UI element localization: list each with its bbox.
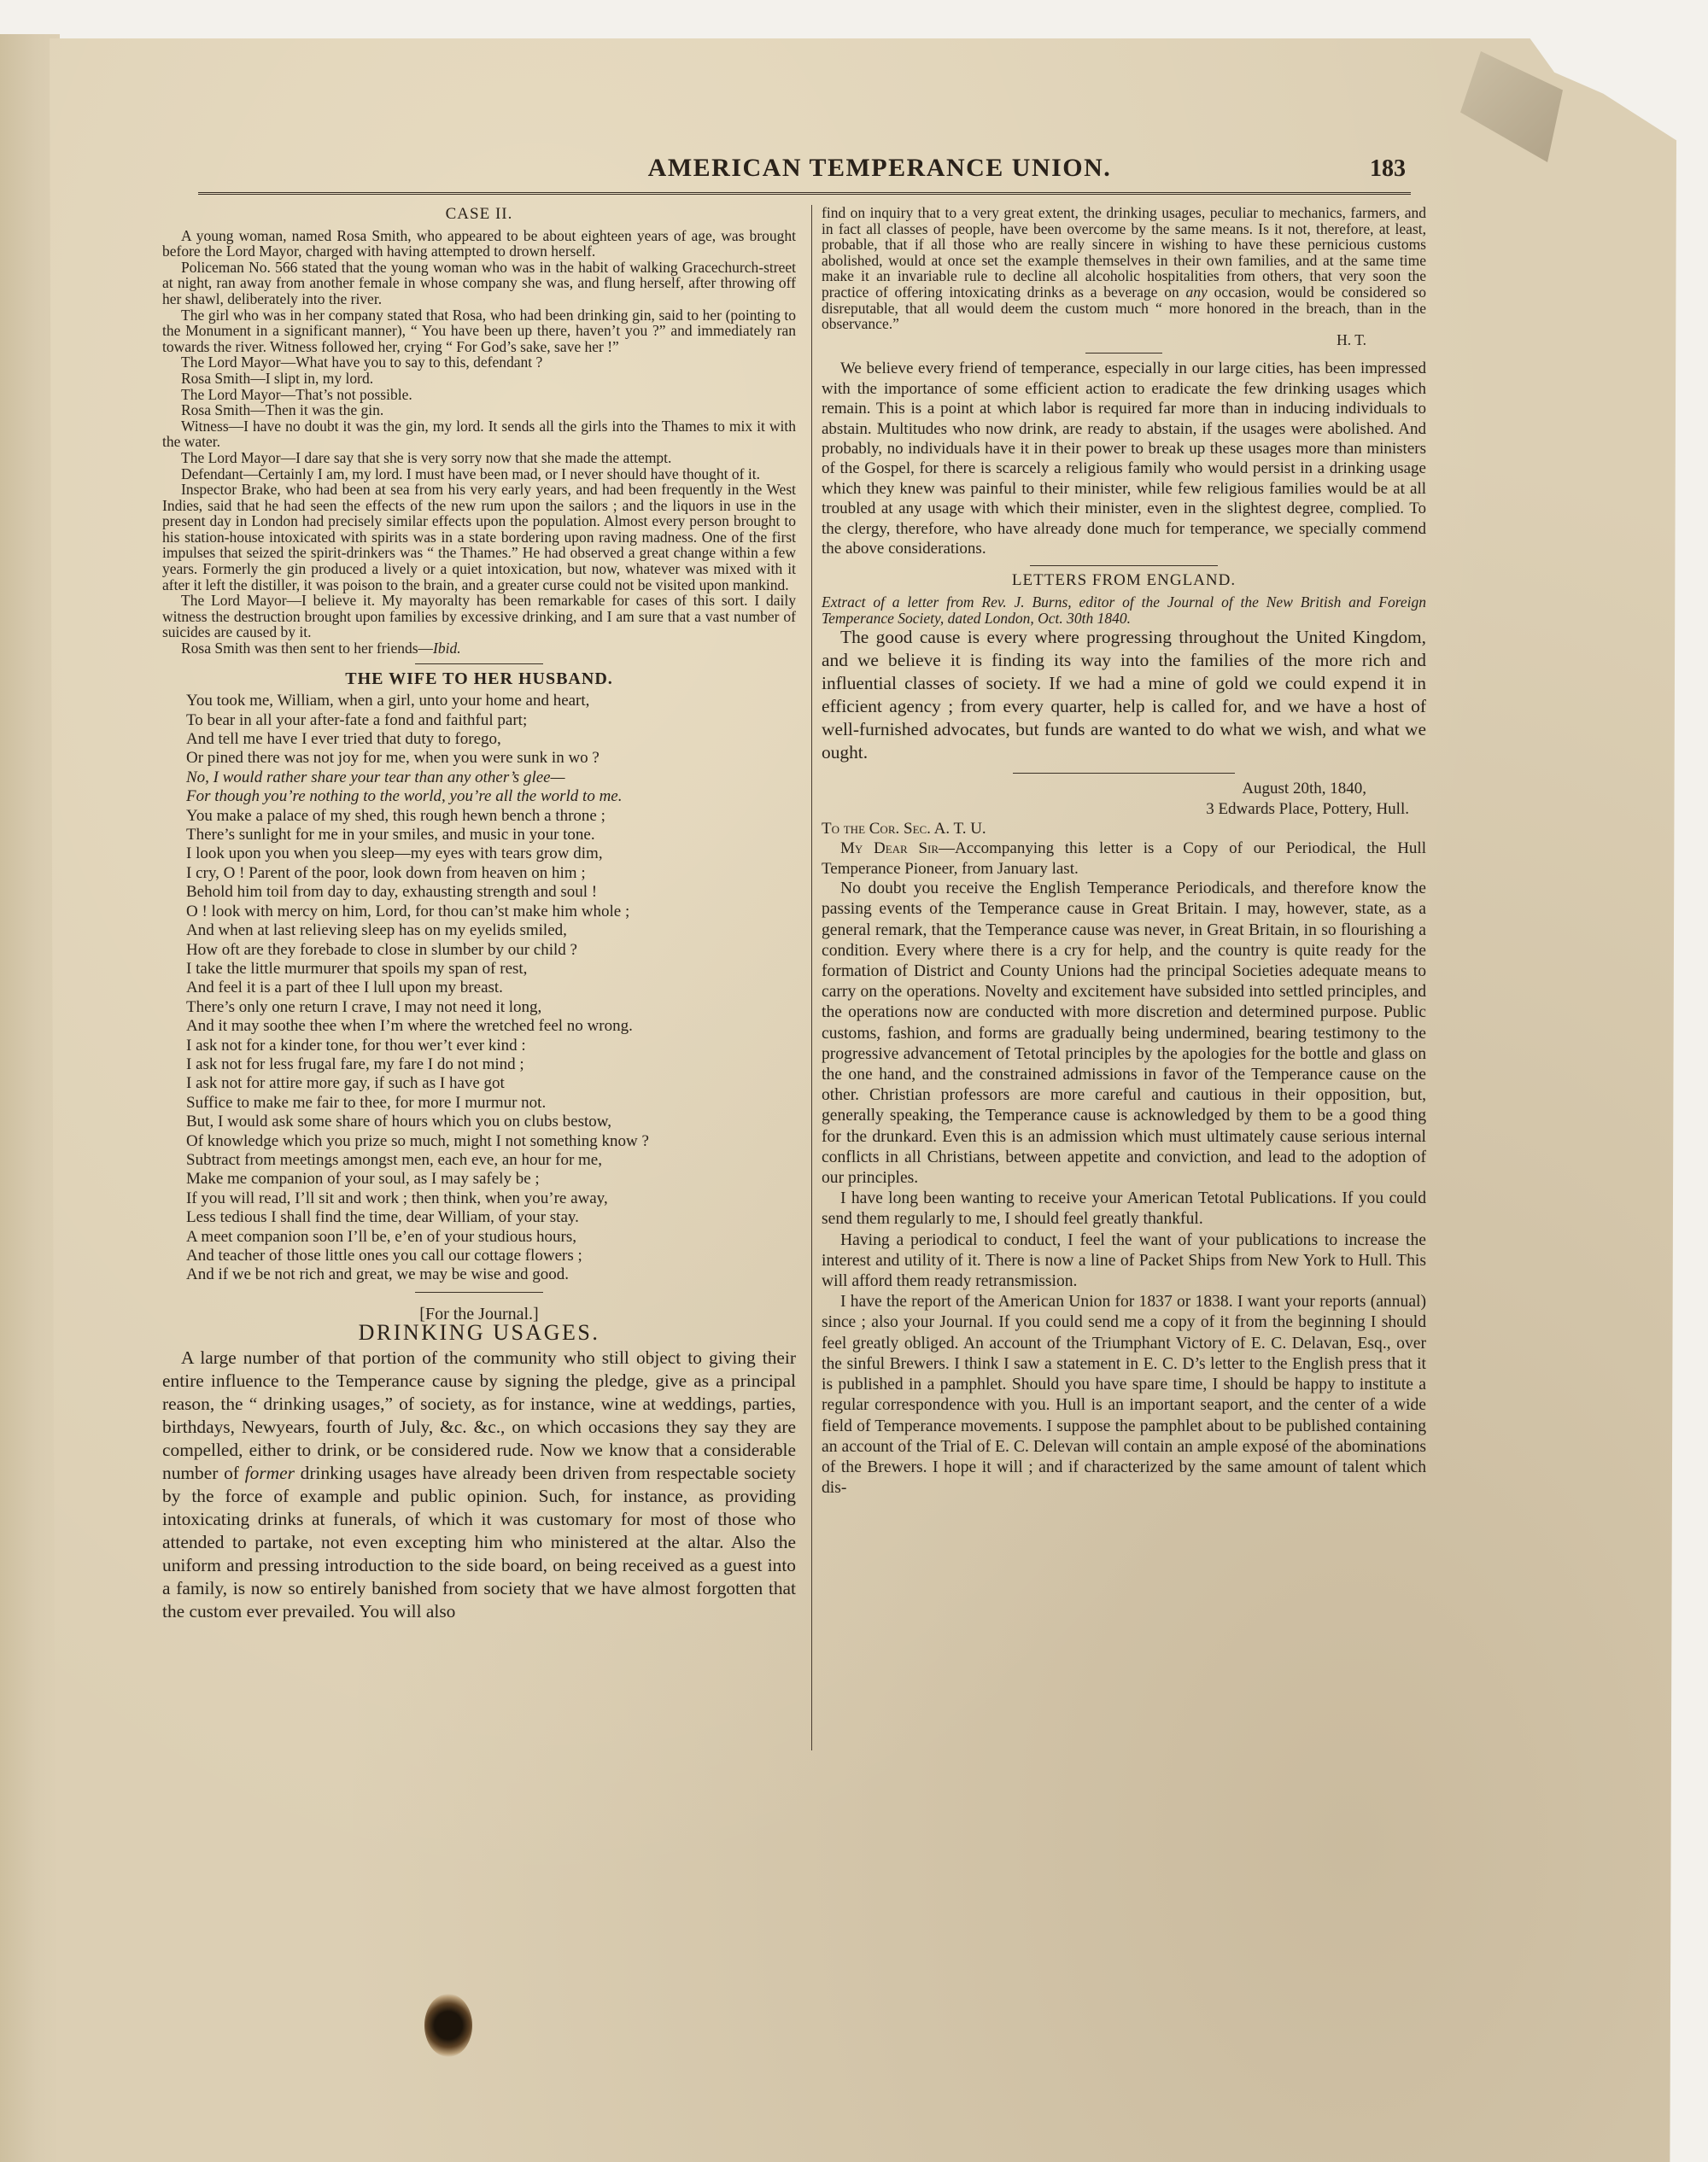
case-paragraph: Rosa Smith—Then it was the gin. <box>181 401 384 419</box>
poem-line: Behold him toil from day to day, exhausting strength and soul ! <box>186 883 598 902</box>
letter-paragraph: Having a periodical to conduct, I feel the want of your publications to increase the interest and utility of it. There is now a line of Packet Ships from New York to Hull. This will afford them ready retransmission. <box>822 1230 1426 1291</box>
case-paragraph: Rosa Smith—I slipt in, my lord. <box>181 369 374 387</box>
poem-title: THE WIFE TO HER HUSBAND. <box>345 669 613 688</box>
case-paragraph: The Lord Mayor—I dare say that she is very sorry now that she made the attempt. <box>181 448 672 466</box>
poem-line: And when at last relieving sleep has on my eyelids smiled, <box>186 921 567 940</box>
poem-line: I cry, O ! Parent of the poor, look down from heaven on him ; <box>186 863 586 882</box>
case-paragraph: A young woman, named Rosa Smith, who appeared to be about eighteen years of age, was brought before the Lord Mayor, charged with having attempted to drown herself. <box>162 226 796 260</box>
letter-recipient: To the Cor. Sec. A. T. U. <box>822 820 986 838</box>
poem-line: You make a palace of my shed, this rough hewn bench a throne ; <box>186 806 605 825</box>
poem-line: There’s sunlight for me in your smiles, and music in your tone. <box>186 826 595 844</box>
case-closing: Rosa Smith was then sent to her friends—Ibid. <box>181 640 461 657</box>
case-paragraph: Defendant—Certainly I am, my lord. I must have been mad, or I never should have thought of it. <box>181 465 760 482</box>
case-heading: CASE II. <box>445 205 513 223</box>
poem-line: I ask not for less frugal fare, my fare I do not mind ; <box>186 1055 524 1073</box>
poem-line: How oft are they forebade to close in slumber by our child ? <box>186 940 577 959</box>
letter-paragraph: I have the report of the American Union for 1837 or 1838. I want your reports (annual) since ; also your Journal. If you could send me a copy of it from the beginning I should feel greatly obliged. An account of the Triumphant Victory of E. C. Delavan, Esq., over the sinful Brewers. I think I saw a statement in E. C. D’s letter to the English press that it is published in a pamphlet. Should you have spare time, I should be happy to institute a regular correspondence with you. Hull is an important seaport, and the center of a wide field of Temperance movements. I suppose the pamphlet about to be published containing an account of the Trial of E. C. Delevan will contain an ample exposé of the abominations of the Brewers. I hope it will ; and if characterized by the same amount of talent which dis- <box>822 1293 1426 1498</box>
case-paragraph: The girl who was in her company stated that Rosa, who had been drinking gin, said to her (pointing to the Monument in a significant manner), “ You have been up there, haven’t you ?” and immediately ran towards the river. Witness followed her, crying “ For God’s sake, save her !” <box>162 306 796 355</box>
poem-line: And tell me have I ever tried that duty to forego, <box>186 730 501 749</box>
extract-note: Extract of a letter from Rev. J. Burns, editor of the Journal of the New British and Foreign Temperance Society, dated London, Oct. 30th 1840. <box>822 593 1426 627</box>
poem-line: To bear in all your after-fate a fond and faithful part; <box>186 710 528 729</box>
letter-paragraph: I have long been wanting to receive your American Tetotal Publications. If you could send them regularly to me, I should feel greatly thankful. <box>822 1189 1426 1229</box>
poem-line: There’s only one return I crave, I may not need it long, <box>186 997 542 1016</box>
running-head: AMERICAN TEMPERANCE UNION. <box>647 154 1112 182</box>
case-paragraph: Inspector Brake, who had been at sea from his very early years, and had been frequently in the West Indies, said that he had seen the effects of the new rum upon the sailors ; and the liquors in use in the present day in London had precisely similar effects upon the population. Almost every person brought to his station-house intoxicated with spirits was in a state bordering upon raving madness. One of the first impulses that seized the spirit-drinkers was “ the Thames.” He had observed a great change within a few years. Formerly the gin produced a lively or a quiet intoxication, but now, whatever was mixed with it after it left the distiller, it was poison to the brain, and a greater curse could not be visited upon mankind. <box>162 481 796 593</box>
editorial-paragraph: We believe every friend of temperance, especially in our large cities, has been impressed with the importance of some efficient action to eradicate the few drinking usages which remain. This is a point at which labor is required far more than in inducing individuals to abstain. Multitudes who now drink, are ready to abstain, if the usages were abolished. And probably, no individuals have it in their power to break up these usages more than ministers of the Gospel, for there is scarcely a religious family who would persist in a drinking usage which they knew was painful to their minister, while few religious families would be at all troubled at any usage with which their minister, even in the slightest degree, complied. To the clergy, therefore, who have already done much for temperance, we specially commend the above considerations. <box>822 359 1426 558</box>
poem-line: And teacher of those little ones you call our cottage flowers ; <box>186 1247 582 1265</box>
poem-line: And it may soothe thee when I’m where the wretched feel no wrong. <box>186 1017 633 1036</box>
left-column <box>162 205 796 1623</box>
good-cause-paragraph: The good cause is every where progressing throughout the United Kingdom, and we believe it is finding its way into the families of the more rich and influential classes of society. If we had a mine of gold we could expend it in efficient agency ; from every quarter, help is called for, and we have a host of well-furnished advocates, but funds are wanted to do what we wish, and what we ought. <box>822 627 1426 763</box>
signature: H. T. <box>1337 330 1366 348</box>
case-paragraph: Witness—I have no doubt it was the gin, my lord. It sends all the girls into the Thames to mix it with the water. <box>162 417 796 451</box>
poem-line: I ask not for a kinder tone, for thou wer’t ever kind : <box>186 1036 526 1055</box>
case-paragraph: The Lord Mayor—What have you to say to this, defendant ? <box>181 354 543 371</box>
drinking-usages-title: DRINKING USAGES. <box>358 1320 600 1346</box>
section-divider <box>415 663 543 664</box>
letter-address: 3 Edwards Place, Pottery, Hull. <box>1206 799 1409 818</box>
section-divider <box>1085 353 1162 354</box>
poem-line: Subtract from meetings amongst men, each eve, an hour for me, <box>186 1150 602 1169</box>
letter-paragraph: No doubt you receive the English Temperance Periodicals, and therefore know the passing events of the Temperance cause in Great Britain. I may, however, state, as a general remark, that the Temperance cause was never, in Great Britain, in so flourishing a condition. Every where there is a cry for help, and the country is quite ready for the formation of District and County Unions had the principal Societies adequate means to carry on the operations. Novelty and excitement have subsided into settled principles, and the operations now are conducted with more discretion and determined purpose. Public customs, fashion, and forms are gradually being undermined, bearing testimony to the progressive advancement of Tetotal principles by the apologies for the bottle and glass on the one hand, and the constrained admissions in favor of the Temperance cause on the other. Christian professors are more careful and cautious in their opposition, but, generally speaking, the Temperance cause is acknowledged by them to be a good thing for the drunkard. Even this is an admission which must ultimately cause serious internal conflicts in all Christians, between appetite and conviction, and lead to the adoption of our principles. <box>822 879 1426 1188</box>
letter-salutation: My Dear Sir—Accompanying this letter is a Copy of our Periodical, the Hull Temperance Pioneer, from January last. <box>822 839 1426 878</box>
poem-line: And feel it is a part of thee I lull upon my breast. <box>186 979 503 997</box>
poem-line: Make me companion of your soul, as I may safely be ; <box>186 1170 540 1189</box>
section-divider <box>415 1292 543 1293</box>
poem <box>162 692 796 1285</box>
section-divider <box>1030 565 1218 566</box>
letter-date: August 20th, 1840, <box>1242 780 1366 798</box>
poem-line: You took me, William, when a girl, unto your home and heart, <box>186 692 590 710</box>
poem-line: Of knowledge which you prize so much, might I not something know ? <box>186 1131 649 1150</box>
poem-line: I ask not for attire more gay, if such as I have got <box>186 1074 505 1093</box>
page-number: 183 <box>1370 155 1406 182</box>
drinking-usages-paragraph: A large number of that portion of the community who still object to giving their entire influence to the Temperance cause by signing the pledge, give as a principal reason, the “ drinking usages,” of society, as for instance, wine at weddings, parties, birthdays, Newyears, fourth of July, &c. &c., on which occasions they say they are compelled, either to drink, or be considered rude. Now we know that a considerable number of former drinking usages have already been driven from respectable society by the force of example and public opinion. Such, for instance, as providing intoxicating drinks at funerals, of which it was customary for most of those who attended to partake, not even excepting him who ministered at the altar. Also the uniform and pressing introduction to the side board, on being received as a guest into a family, is now so entirely banished from society that we have almost forgotten that the custom ever prevailed. You will also <box>162 1347 796 1622</box>
column-rule <box>811 205 812 1750</box>
case-report <box>162 228 796 640</box>
poem-line: Suffice to make me fair to thee, for more I murmur not. <box>186 1093 547 1112</box>
letters-title: LETTERS FROM ENGLAND. <box>1011 571 1237 590</box>
continued-paragraph: find on inquiry that to a very great extent, the drinking usages, peculiar to mechanics, farmers, and in fact all classes of people, have been overcome by the same means. Is it not, therefore, at least, probable, that if all those who are really sincere in wishing to have these pernicious customs abolished, would at once set the example themselves in their own families, and at the same time make it an invariable rule to decline all alcoholic hospitalities from others, that very soon the practice of offering intoxicating drinks as a beverage on any occasion, would be considered so disreputable, that all would deem the custom much “ more honored in the breach, than in the observance.” <box>822 204 1426 333</box>
poem-line: No, I would rather share your tear than any other’s glee— <box>186 768 565 786</box>
poem-line: And if we be not rich and great, we may be wise and good. <box>186 1265 569 1284</box>
poem-line: If you will read, I’ll sit and work ; then think, when you’re away, <box>186 1189 608 1207</box>
section-divider <box>1013 773 1235 774</box>
case-paragraph: The Lord Mayor—I believe it. My mayoralty has been remarkable for cases of this sort. I daily witness the destruction brought upon families by excessive drinking, and I am sure that a vast number of suicides are caused by it. <box>162 592 796 641</box>
poem-line: Less tedious I shall find the time, dear William, of your stay. <box>186 1208 579 1227</box>
case-paragraph: The Lord Mayor—That’s not possible. <box>181 385 412 403</box>
poem-line: But, I would ask some share of hours which you on clubs bestow, <box>186 1113 611 1131</box>
poem-line: A meet companion soon I’ll be, e’en of your studious hours, <box>186 1227 576 1246</box>
poem-line: O ! look with mercy on him, Lord, for thou can’st make him whole ; <box>186 902 630 920</box>
for-journal-note: [For the Journal.] <box>419 1304 539 1323</box>
poem-line: I take the little murmurer that spoils my span of rest, <box>186 959 528 978</box>
poem-line: I look upon you when you sleep—my eyes with tears grow dim, <box>186 844 603 863</box>
right-column <box>822 205 1426 1499</box>
letter-body <box>822 879 1426 1499</box>
burn-hole <box>424 1994 472 2057</box>
poem-line: Or pined there was not joy for me, when you were sunk in wo ? <box>186 749 600 768</box>
case-paragraph: Policeman No. 566 stated that the young woman who was in the habit of walking Gracechurch-street at night, ran away from another female in whose company she was, and flung herself, after throwing off her shawl, deliberately into the river. <box>162 258 796 307</box>
header-rule <box>198 192 1411 195</box>
poem-line: For though you’re nothing to the world, you’re all the world to me. <box>186 787 623 806</box>
